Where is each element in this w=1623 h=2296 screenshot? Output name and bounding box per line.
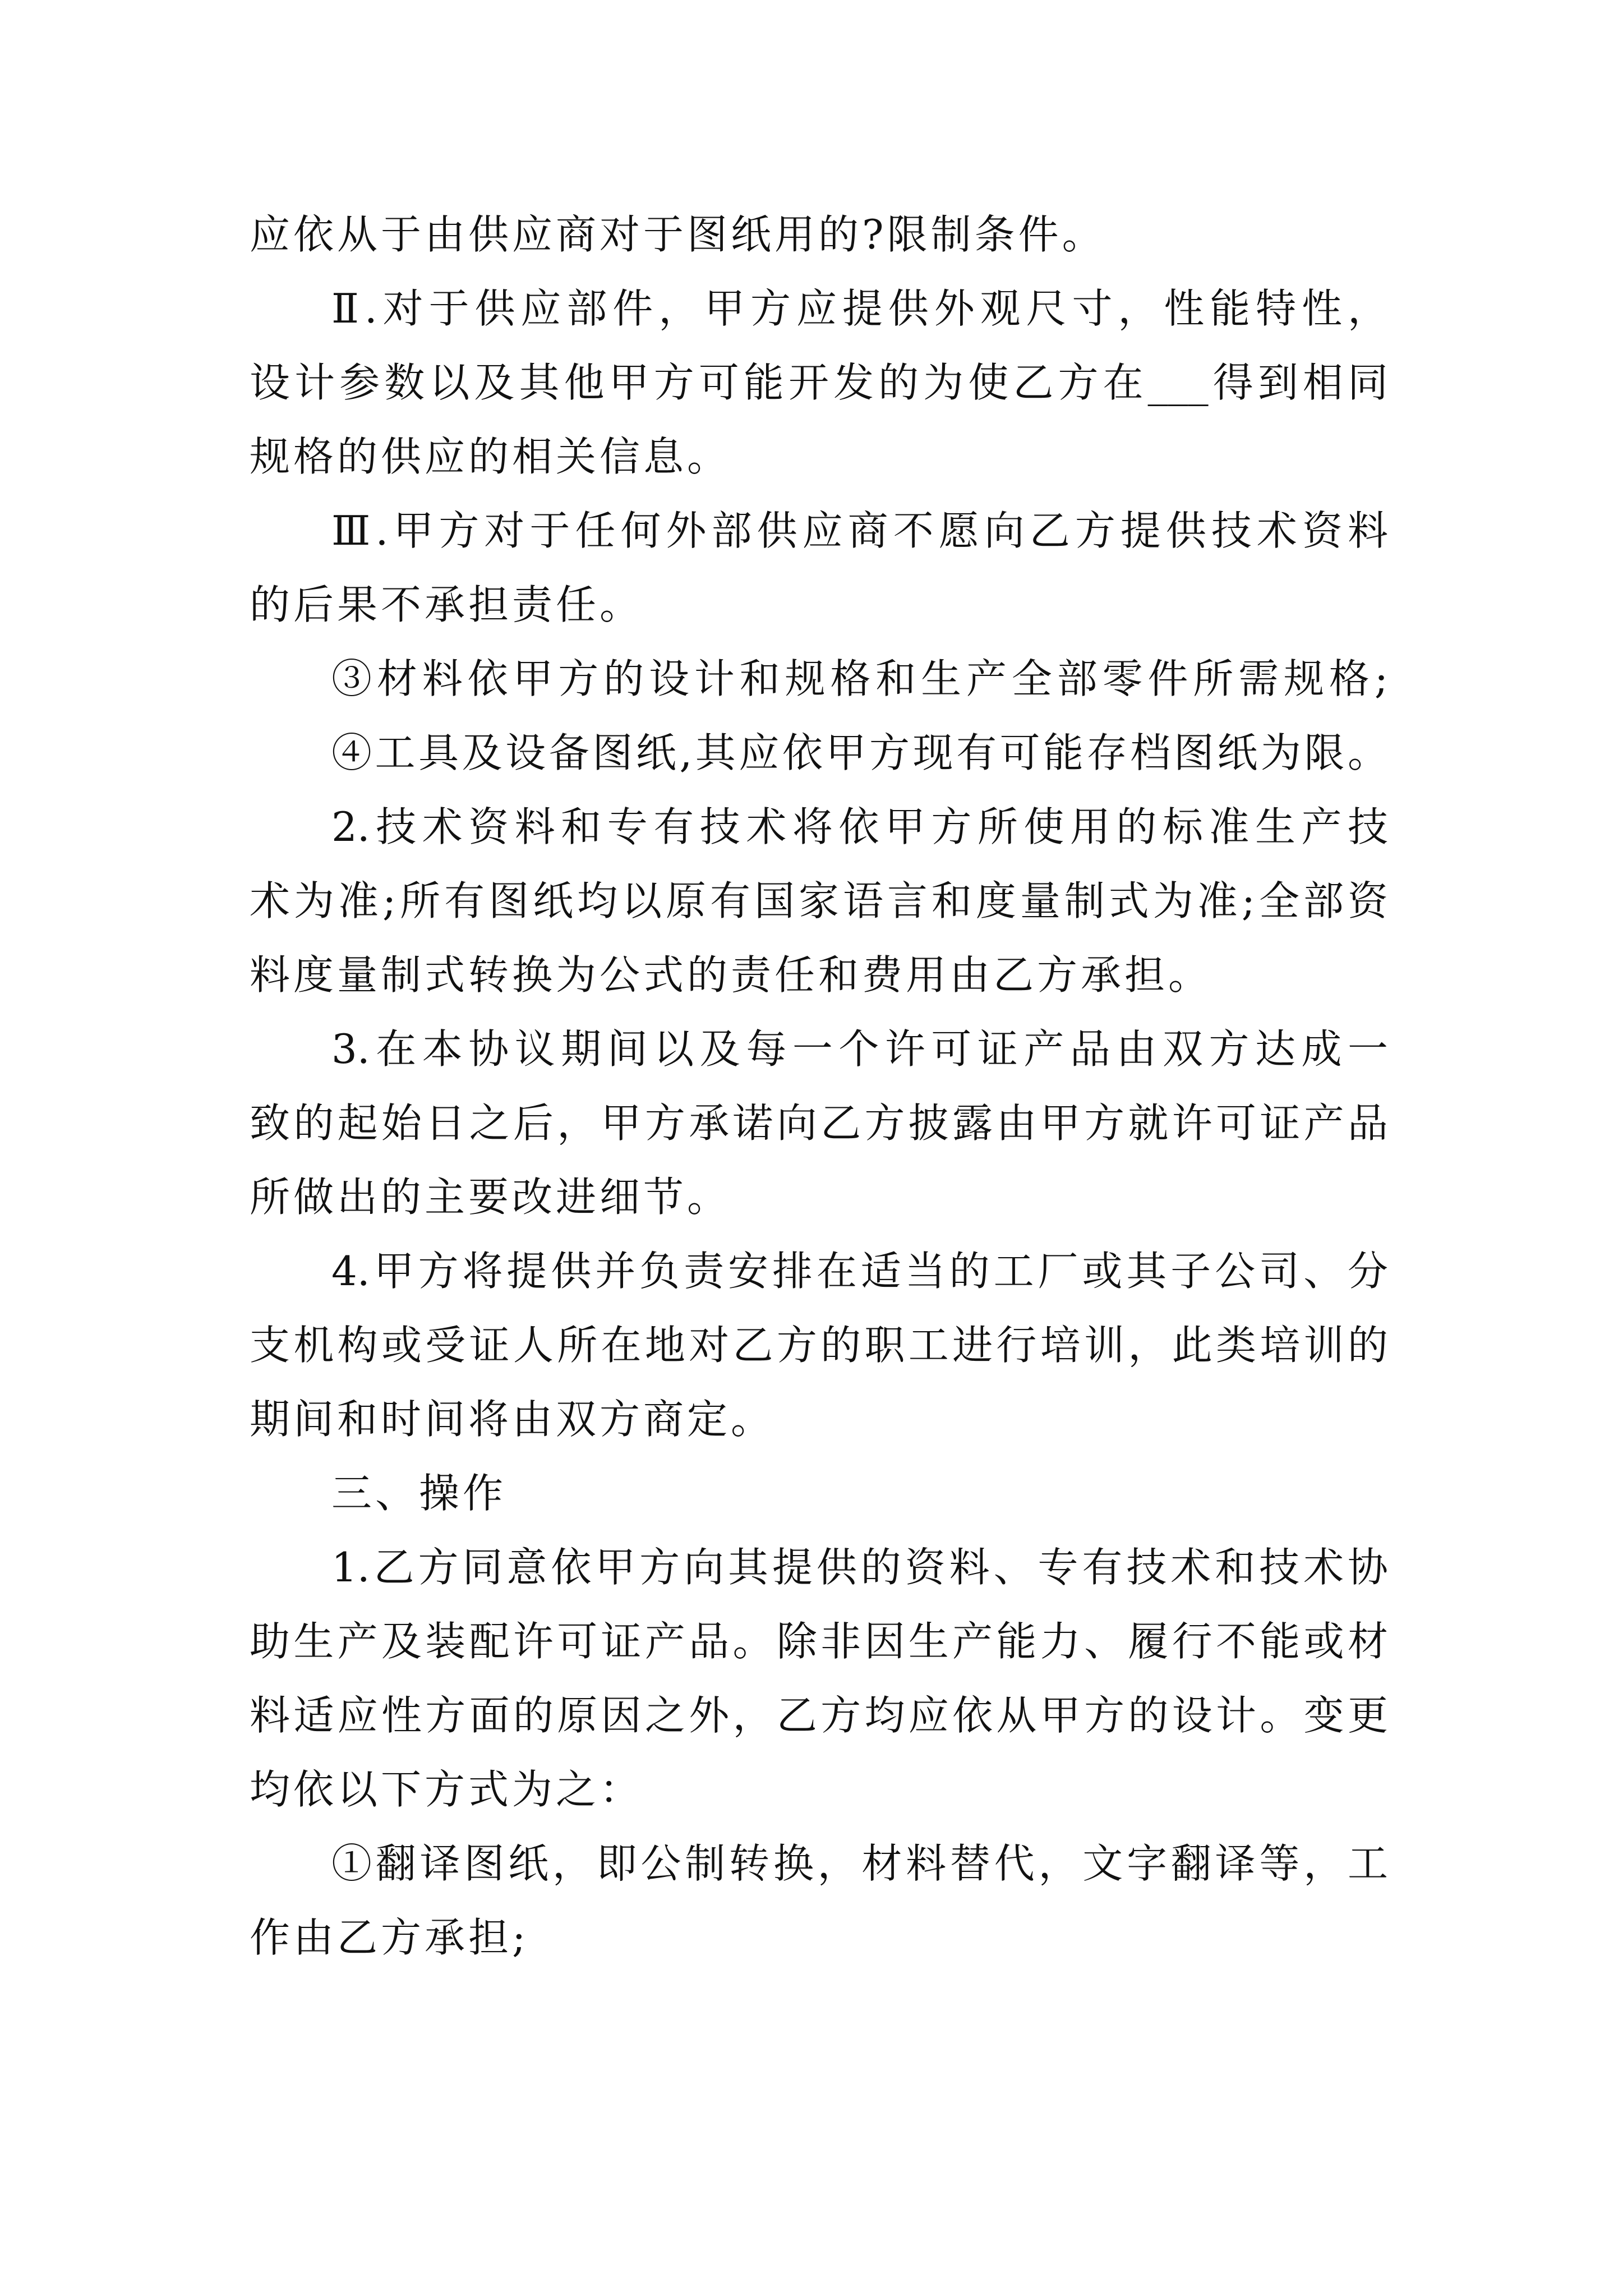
- text-line: 应依从于由供应商对于图纸用的?限制条件。: [250, 211, 1106, 258]
- text-line: 期间和时间将由双方商定。: [250, 1396, 775, 1443]
- text-line: 助生产及装配许可证产品。除非因生产能力、履行不能或材: [250, 1618, 1388, 1665]
- text-line: 3.在本协议期间以及每一个许可证产品由双方达成一: [331, 1025, 1388, 1073]
- text-line: Ⅱ.对于供应部件，甲方应提供外观尺寸，性能特性，: [331, 285, 1388, 332]
- text-line: 4.甲方将提供并负责安排在适当的工厂或其子公司、分: [331, 1248, 1388, 1295]
- text-line: Ⅲ.甲方对于任何外部供应商不愿向乙方提供技术资料: [331, 507, 1388, 554]
- text-line: 均依以下方式为之：: [250, 1766, 644, 1813]
- text-line: ③材料依甲方的设计和规格和生产全部零件所需规格;: [331, 655, 1388, 702]
- text-line: ④工具及设备图纸,其应依甲方现有可能存档图纸为限。: [331, 729, 1388, 776]
- text-line: 致的起始日之后，甲方承诺向乙方披露由甲方就许可证产品: [250, 1099, 1388, 1147]
- text-line: 的后果不承担责任。: [250, 581, 644, 628]
- section-heading: 三、操作: [331, 1470, 507, 1517]
- text-line: 作由乙方承担;: [250, 1914, 529, 1961]
- text-line: 支机构或受证人所在地对乙方的职工进行培训，此类培训的: [250, 1322, 1388, 1369]
- text-line: 1.乙方同意依甲方向其提供的资料、专有技术和技术协: [331, 1544, 1388, 1591]
- text-line: 2.技术资料和专有技术将依甲方所使用的标准生产技: [331, 803, 1388, 850]
- text-line: 规格的供应的相关信息。: [250, 433, 731, 480]
- text-line: 料适应性方面的原因之外，乙方均应依从甲方的设计。变更: [250, 1692, 1388, 1739]
- text-line: 术为准;所有图纸均以原有国家语言和度量制式为准;全部资: [250, 877, 1388, 924]
- text-line: 设计参数以及其他甲方可能开发的为使乙方在___得到相同: [250, 359, 1388, 406]
- text-line: ①翻译图纸，即公制转换，材料替代，文字翻译等，工: [331, 1840, 1388, 1887]
- text-line: 料度量制式转换为公式的责任和费用由乙方承担。: [250, 951, 1212, 999]
- text-line: 所做出的主要改进细节。: [250, 1174, 731, 1221]
